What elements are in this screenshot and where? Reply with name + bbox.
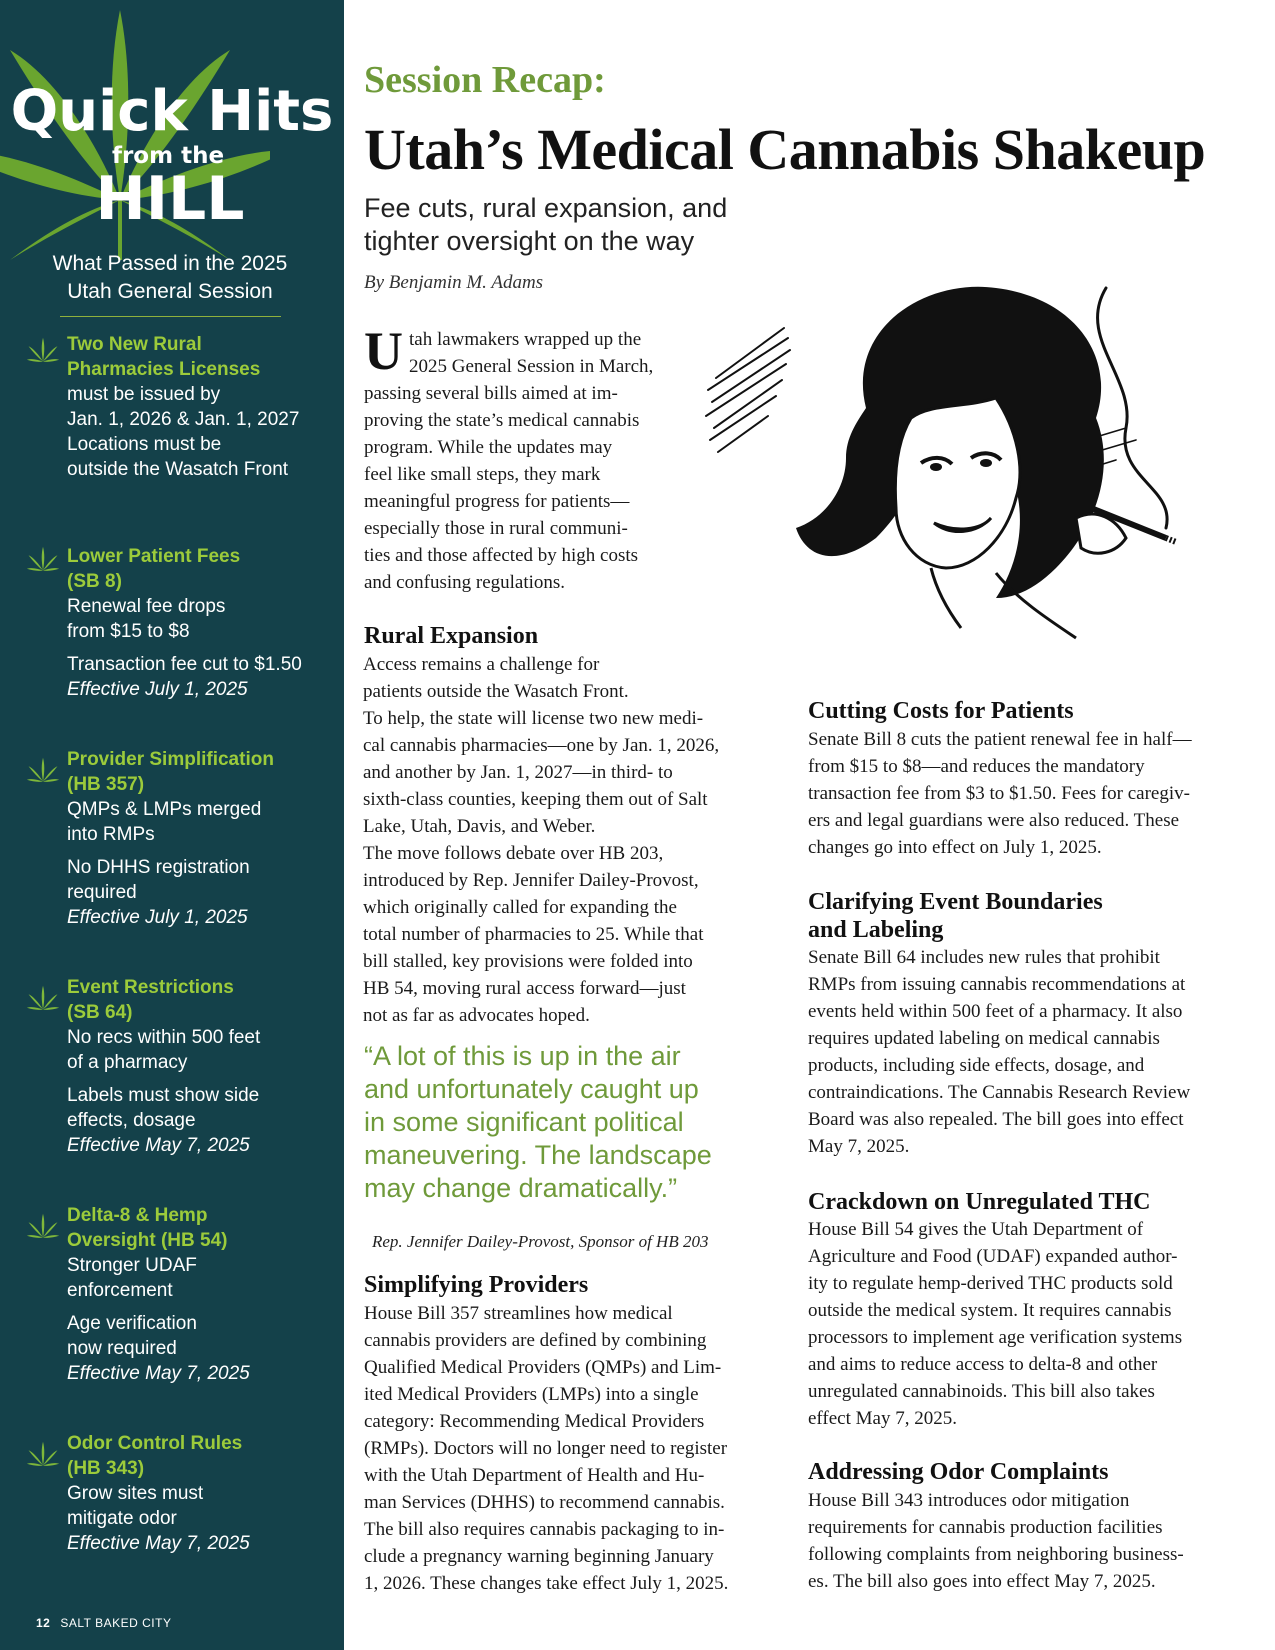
hit-heading: Odor Control Rules (67, 1433, 243, 1454)
quote-line: maneuvering. The landscape (364, 1140, 712, 1170)
hit-text: now required (67, 1338, 177, 1359)
quick-hits-title: Quick Hits (10, 79, 334, 144)
section-heading-thc (808, 1188, 1151, 1216)
text-line: passing several bills aimed at im- (364, 383, 618, 404)
text-line: program. While the updates may (364, 437, 613, 458)
text-line: es. The bill also goes into effect May 7, 2025. (808, 1571, 1156, 1592)
drop-cap: U (364, 321, 403, 381)
text-line: House Bill 54 gives the Utah Department of (808, 1219, 1144, 1240)
text-line: May 7, 2025. (808, 1136, 910, 1157)
text-line: from $15 to $8—and reduces the mandatory (808, 756, 1145, 777)
hit-heading: Lower Patient Fees (67, 546, 241, 567)
hit-text: Locations must be (67, 434, 222, 455)
cannabis-leaf-icon (26, 756, 60, 790)
text-line: proving the state’s medical cannabis (364, 410, 640, 431)
publication-name: SALT BAKED CITY (60, 1616, 172, 1630)
hit-heading: (HB 357) (67, 774, 145, 795)
section-heading-costs (808, 697, 1074, 725)
quote-line: “A lot of this is up in the air (364, 1041, 681, 1071)
text-line: changes go into effect on July 1, 2025. (808, 837, 1102, 858)
text-line: The move follows debate over HB 203, (363, 843, 664, 864)
text-line: meaningful progress for patients— (364, 491, 630, 512)
hit-text: effects, dosage (67, 1110, 196, 1131)
text-line: with the Utah Department of Health and Hu- (364, 1465, 705, 1486)
text-line: which originally called for expanding the (363, 897, 677, 918)
text-line: man Services (DHHS) to recommend cannabis. (364, 1492, 725, 1513)
text-line: requirements for cannabis production facilities (808, 1517, 1163, 1538)
hit-delta8-hemp-oversight (67, 1203, 332, 1386)
quote-line: in some significant political (364, 1107, 684, 1137)
hit-heading: Event Restrictions (67, 977, 234, 998)
pull-quote (364, 1040, 764, 1205)
hit-text: enforcement (67, 1280, 173, 1301)
text-line: effect May 7, 2025. (808, 1408, 957, 1429)
text-line: feel like small steps, they mark (364, 464, 601, 485)
hit-effective-date: Effective May 7, 2025 (67, 1363, 250, 1384)
text-line: outside the medical system. It requires cannabis (808, 1300, 1172, 1321)
hit-text: Transaction fee cut to $1.50 (67, 654, 302, 675)
cannabis-leaf-icon (26, 336, 60, 370)
text-line: tah lawmakers wrapped up the (409, 329, 642, 350)
text-line: ers and legal guardians were also reduced. These (808, 810, 1180, 831)
hit-heading: Delta-8 & Hemp (67, 1205, 208, 1226)
hit-heading: Pharmacies Licenses (67, 359, 261, 380)
dek-line: tighter oversight on the way (364, 226, 695, 256)
dek-line: Fee cuts, rural expansion, and (364, 193, 728, 223)
hit-odor-control (67, 1431, 332, 1556)
hit-provider-simplification (67, 747, 332, 930)
text-line: Qualified Medical Providers (QMPs) and Lim- (364, 1357, 722, 1378)
heading-line: Cutting Costs for Patients (808, 698, 1074, 724)
article-dek (364, 192, 784, 258)
text-line: House Bill 357 streamlines how medical (364, 1303, 673, 1324)
page-folio (36, 1616, 171, 1630)
text-line: To help, the state will license two new medi- (363, 708, 704, 729)
text-line: and aims to reduce access to delta-8 and other (808, 1354, 1158, 1375)
hit-effective-date: Effective July 1, 2025 (67, 907, 248, 928)
section-heading-odor (808, 1458, 1109, 1486)
sidebar-subtitle-line: Utah General Session (67, 280, 273, 303)
text-line: Access remains a challenge for (363, 654, 600, 675)
quote-line: and unfortunately caught up (364, 1074, 699, 1104)
text-line: (RMPs). Doctors will no longer need to register (364, 1438, 728, 1459)
text-line: not as far as advocates hoped. (363, 1005, 590, 1026)
text-line: clude a pregnancy warning beginning January (364, 1546, 714, 1567)
text-line: bill stalled, key provisions were folded into (363, 951, 693, 972)
text-line: cal cannabis pharmacies—one by Jan. 1, 2026, (363, 735, 720, 756)
heading-line: Crackdown on Unregulated THC (808, 1189, 1151, 1215)
section-heading-rural (364, 622, 538, 650)
text-line: products, including side effects, dosage, and (808, 1055, 1145, 1076)
text-line: ties and those affected by high costs (364, 545, 639, 566)
text-line: RMPs from issuing cannabis recommendations at (808, 974, 1186, 995)
hit-text: Jan. 1, 2026 & Jan. 1, 2027 (67, 409, 300, 430)
hit-effective-date: Effective May 7, 2025 (67, 1533, 250, 1554)
hit-lower-patient-fees (67, 544, 332, 702)
text-line: The bill also requires cannabis packaging to in- (364, 1519, 725, 1540)
heading-line: Rural Expansion (364, 623, 539, 649)
hit-heading: (SB 64) (67, 1002, 133, 1023)
text-line: and confusing regulations. (364, 572, 566, 593)
rural-paragraph (363, 651, 719, 1029)
hit-event-restrictions (67, 975, 332, 1158)
quote-attribution: Rep. Jennifer Dailey-Provost, Sponsor of HB 203 (372, 1232, 709, 1251)
hit-effective-date: Effective July 1, 2025 (67, 679, 248, 700)
text-line: Lake, Utah, Davis, and Weber. (363, 816, 596, 837)
text-line: unregulated cannabinoids. This bill also takes (808, 1381, 1155, 1402)
heading-line: Addressing Odor Complaints (808, 1459, 1109, 1485)
hit-text: No recs within 500 feet (67, 1027, 261, 1048)
page-number: 12 (36, 1616, 51, 1630)
byline: By Benjamin M. Adams (364, 272, 544, 293)
text-line: Board was also repealed. The bill goes into effect (808, 1109, 1184, 1130)
intro-paragraph (364, 321, 654, 596)
hit-text: Age verification (67, 1313, 197, 1334)
divider (60, 316, 281, 317)
hit-text: Renewal fee drops (67, 596, 226, 617)
heading-line: Clarifying Event Boundaries (808, 889, 1103, 915)
hit-text: of a pharmacy (67, 1052, 188, 1073)
hit-text: QMPs & LMPs merged (67, 799, 262, 820)
hit-text: required (67, 882, 137, 903)
hit-heading: (HB 343) (67, 1458, 145, 1479)
hit-text: mitigate odor (67, 1508, 177, 1529)
odor-paragraph (808, 1487, 1184, 1595)
hit-text: Labels must show side (67, 1085, 260, 1106)
sidebar-subtitle (20, 250, 320, 306)
text-line: Agriculture and Food (UDAF) expanded author- (808, 1246, 1178, 1267)
section-heading-providers (364, 1271, 588, 1299)
heading-line: and Labeling (808, 917, 944, 943)
text-line: and another by Jan. 1, 2027—in third- to (363, 762, 673, 783)
thc-paragraph (808, 1216, 1182, 1432)
text-line: contraindications. The Cannabis Research Review (808, 1082, 1191, 1103)
sidebar (0, 0, 344, 1650)
hit-heading: Provider Simplification (67, 749, 274, 770)
quote-line: may change dramatically.” (364, 1173, 678, 1203)
text-line: transaction fee from $3 to $1.50. Fees for caregiv- (808, 783, 1190, 804)
hit-heading: Two New Rural (67, 334, 202, 355)
text-line: total number of pharmacies to 25. While that (363, 924, 704, 945)
text-line: sixth-class counties, keeping them out of Salt (363, 789, 708, 810)
retro-woman-smoking-illustration (696, 268, 1256, 644)
hit-text: into RMPs (67, 824, 155, 845)
text-line: House Bill 343 introduces odor mitigation (808, 1490, 1130, 1511)
hit-heading: Oversight (HB 54) (67, 1230, 228, 1251)
hit-text: outside the Wasatch Front (67, 459, 289, 480)
text-line: events held within 500 feet of a pharmacy. It also (808, 1001, 1183, 1022)
from-the-text: from the (111, 143, 225, 169)
cannabis-leaf-icon (26, 984, 60, 1018)
hit-rural-pharmacies (67, 332, 332, 482)
hit-text: No DHHS registration (67, 857, 250, 878)
text-line: 2025 General Session in March, (409, 356, 654, 377)
hit-text: Grow sites must (67, 1483, 204, 1504)
text-line: processors to implement age verification systems (808, 1327, 1183, 1348)
text-line: introduced by Rep. Jennifer Dailey-Provost, (363, 870, 699, 891)
cannabis-leaf-icon (26, 1440, 60, 1474)
hit-text: must be issued by (67, 384, 221, 405)
text-line: following complaints from neighboring business- (808, 1544, 1184, 1565)
text-line: cannabis providers are defined by combining (364, 1330, 707, 1351)
text-line: category: Recommending Medical Providers (364, 1411, 705, 1432)
text-line: Senate Bill 64 includes new rules that prohibit (808, 947, 1160, 968)
section-heading-events (808, 888, 1103, 944)
hit-effective-date: Effective May 7, 2025 (67, 1135, 250, 1156)
costs-paragraph (808, 726, 1192, 861)
text-line: requires updated labeling on medical cannabis (808, 1028, 1160, 1049)
cannabis-leaf-icon (26, 545, 60, 579)
hit-text: from $15 to $8 (67, 621, 190, 642)
text-line: ited Medical Providers (LMPs) into a single (364, 1384, 699, 1405)
events-paragraph (808, 944, 1190, 1160)
heading-line: Simplifying Providers (364, 1272, 589, 1298)
cannabis-leaf-icon (26, 1212, 60, 1246)
providers-paragraph (364, 1300, 728, 1597)
text-line: Senate Bill 8 cuts the patient renewal fee in half— (808, 729, 1192, 750)
article-headline: Utah’s Medical Cannabis Shakeup (364, 117, 1206, 182)
text-line: patients outside the Wasatch Front. (363, 681, 629, 702)
hit-heading: (SB 8) (67, 571, 122, 592)
text-line: ity to regulate hemp-derived THC products sold (808, 1273, 1173, 1294)
hit-text: Stronger UDAF (67, 1255, 197, 1276)
text-line: HB 54, moving rural access forward—just (363, 978, 686, 999)
text-line: 1, 2026. These changes take effect July 1, 2025. (364, 1573, 729, 1594)
text-line: especially those in rural communi- (364, 518, 628, 539)
sidebar-subtitle-line: What Passed in the 2025 (52, 252, 288, 275)
article-kicker: Session Recap: (364, 59, 606, 101)
hill-title: HILL (95, 164, 245, 234)
